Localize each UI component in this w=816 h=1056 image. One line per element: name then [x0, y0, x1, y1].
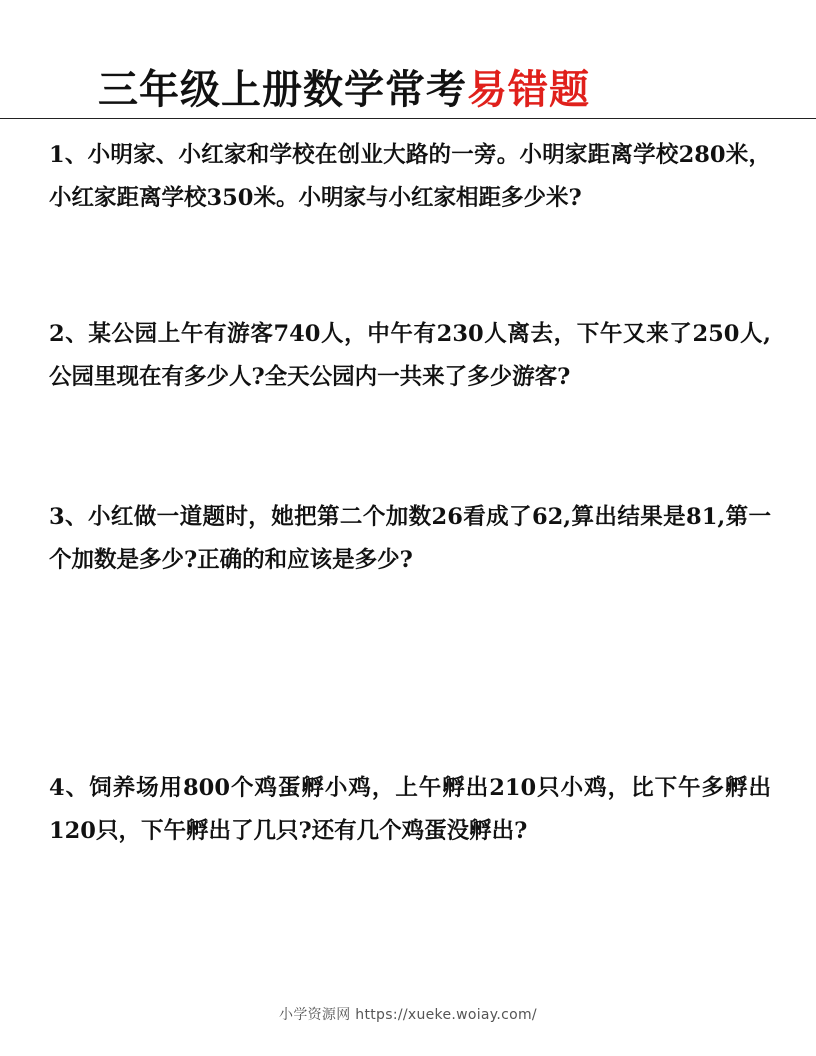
footer-source: 小学资源网 https://xueke.woiay.com/ [279, 1007, 537, 1023]
page-title [98, 62, 590, 118]
question-4: 4、饲养场用800个鸡蛋孵小鸡，上午孵出210只小鸡，比下午多孵出120只，下午孵出了几只?还有几个鸡蛋没孵出? [49, 775, 771, 844]
question-3: 3、小红做一道题时，她把第二个加数26看成了62,算出结果是81,第一个加数是多少?正确的和应该是多少? [49, 504, 771, 573]
question-2: 2、某公园上午有游客740人，中午有230人离去，下午又来了250人,公园里现在有多少人?全天公园内一共来了多少游客? [49, 321, 771, 390]
title-accent: 易错题 [467, 67, 590, 113]
title-divider [0, 118, 816, 119]
question-1: 1、小明家、小红家和学校在创业大路的一旁。小明家距离学校280米，小红家距离学校350米。小明家与小红家相距多少米? [49, 142, 771, 211]
title-main: 三年级上册数学常考 [98, 67, 467, 113]
